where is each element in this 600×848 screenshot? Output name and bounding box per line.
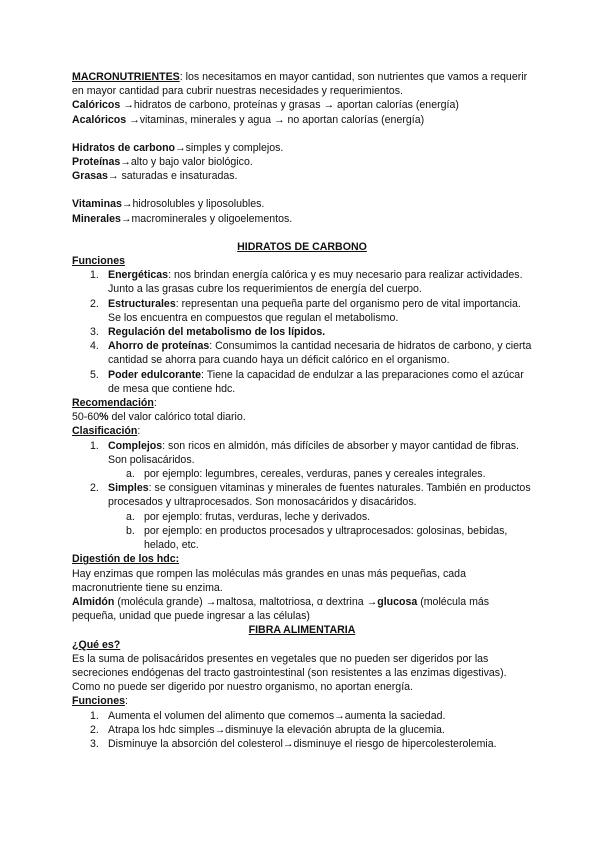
recomendacion-title: Recomendación: bbox=[72, 397, 157, 410]
type-line-hdc: Hidratos de carbono→simples y complejos. bbox=[72, 141, 284, 154]
fibra-heading: FIBRA ALIMENTARIA bbox=[248, 624, 356, 637]
hdc-funciones-list bbox=[72, 268, 532, 396]
document-page bbox=[72, 70, 532, 751]
list-item: b. por ejemplo: en productos procesados y ultraprocesados: golosinas, bebidas, helado, etc. bbox=[126, 524, 508, 552]
list-item: 3. Regulación del metabolismo de los lípidos. bbox=[90, 326, 326, 339]
list-item: 1. Energéticas: nos brindan energía calórica y es muy necesario para realizar actividades. Junto a las grasas cubre los requerimientos de energía del cuerpo. bbox=[90, 269, 523, 296]
fibra-funciones-list bbox=[72, 709, 532, 752]
micro-line-vitaminas: Vitaminas→hidrosolubles y liposolubles. bbox=[72, 198, 265, 211]
list-item: 4. Ahorro de proteínas: Consumimos la cantidad necesaria de hidratos de carbono, y cierta cantidad se ahorra para cuando haya un déficit calórico en el organismo. bbox=[90, 340, 532, 367]
macronutrientes-title: MACRONUTRIENTES bbox=[72, 71, 180, 83]
macronutrientes-paragraph: MACRONUTRIENTES: los necesitamos en mayor cantidad, son nutrientes que vamos a requerir en mayor cantidad para cubrir nuestras necesidades y requerimientos. bbox=[72, 71, 528, 98]
clasificacion-list bbox=[72, 439, 532, 553]
list-item: 2. Simples: se consiguen vitaminas y minerales de fuentes naturales. También en productos procesados y ultraprocesados. Son monosacáridos y disacáridos. bbox=[90, 482, 531, 509]
list-item: 2. Estructurales: representan una pequeña parte del organismo pero de vital importancia. Se los encuentra en compuestos que regulan el metabolismo. bbox=[90, 297, 521, 324]
micro-line-minerales: Minerales→macrominerales y oligoelementos. bbox=[72, 212, 293, 225]
hdc-funciones-title: Funciones bbox=[72, 255, 125, 268]
hdc-heading: HIDRATOS DE CARBONO bbox=[237, 240, 367, 253]
list-item: 1. Aumenta el volumen del alimento que comemos→aumenta la saciedad. bbox=[90, 709, 446, 722]
list-item: a. por ejemplo: frutas, verduras, leche y derivados. bbox=[126, 510, 371, 523]
list-item: a. por ejemplo: legumbres, cereales, verduras, panes y cereales integrales. bbox=[126, 468, 486, 481]
list-item: 3. Disminuye la absorción del colesterol→disminuye el riesgo de hipercolesterolemia. bbox=[90, 737, 497, 750]
clasificacion-title: Clasificación: bbox=[72, 425, 141, 438]
list-item: 1. Complejos: son ricos en almidón, más difíciles de absorber y mayor cantidad de fibras. Son polisacáridos. bbox=[90, 439, 519, 466]
digestion-title: Digestión de los hdc: bbox=[72, 553, 180, 566]
type-line-proteinas: Proteínas→alto y bajo valor biológico. bbox=[72, 156, 253, 169]
fibra-que-title: ¿Qué es? bbox=[72, 638, 121, 651]
recomendacion-text: 50-60% del valor calórico total diario. bbox=[72, 411, 246, 424]
acaloricos-line: Acalóricos →vitaminas, minerales y agua → no aportan calorías (energía) bbox=[72, 113, 425, 126]
caloricos-line: Calóricos →hidratos de carbono, proteínas y grasas → aportan calorías (energía) bbox=[72, 99, 459, 112]
fibra-que-text: Es la suma de polisacáridos presentes en vegetales que no pueden ser digeridos por las secreciones endógenas del tracto gastrointestinal (son resistentes a las enzimas digestivas). Como no puede ser digerido por nuestro organismo, no aportan energía. bbox=[72, 652, 507, 694]
type-line-grasas: Grasas→ saturadas e insaturadas. bbox=[72, 170, 238, 183]
almidon-line: Almidón (molécula grande) →maltosa, maltotriosa, α dextrina →glucosa (molécula más pequeña, unidad que puede ingresar a las células) bbox=[72, 595, 490, 623]
list-item: 5. Poder edulcorante: Tiene la capacidad de endulzar a las preparaciones como el azúcar de mesa que contiene hdc. bbox=[90, 368, 524, 395]
list-item: 2. Atrapa los hdc simples→disminuye la elevación abrupta de la glucemia. bbox=[90, 723, 445, 736]
fibra-funciones-title: Funciones: bbox=[72, 695, 128, 708]
digestion-text: Hay enzimas que rompen las moléculas más grandes en unas más pequeñas, cada macronutriente tiene su enzima. bbox=[72, 567, 466, 594]
